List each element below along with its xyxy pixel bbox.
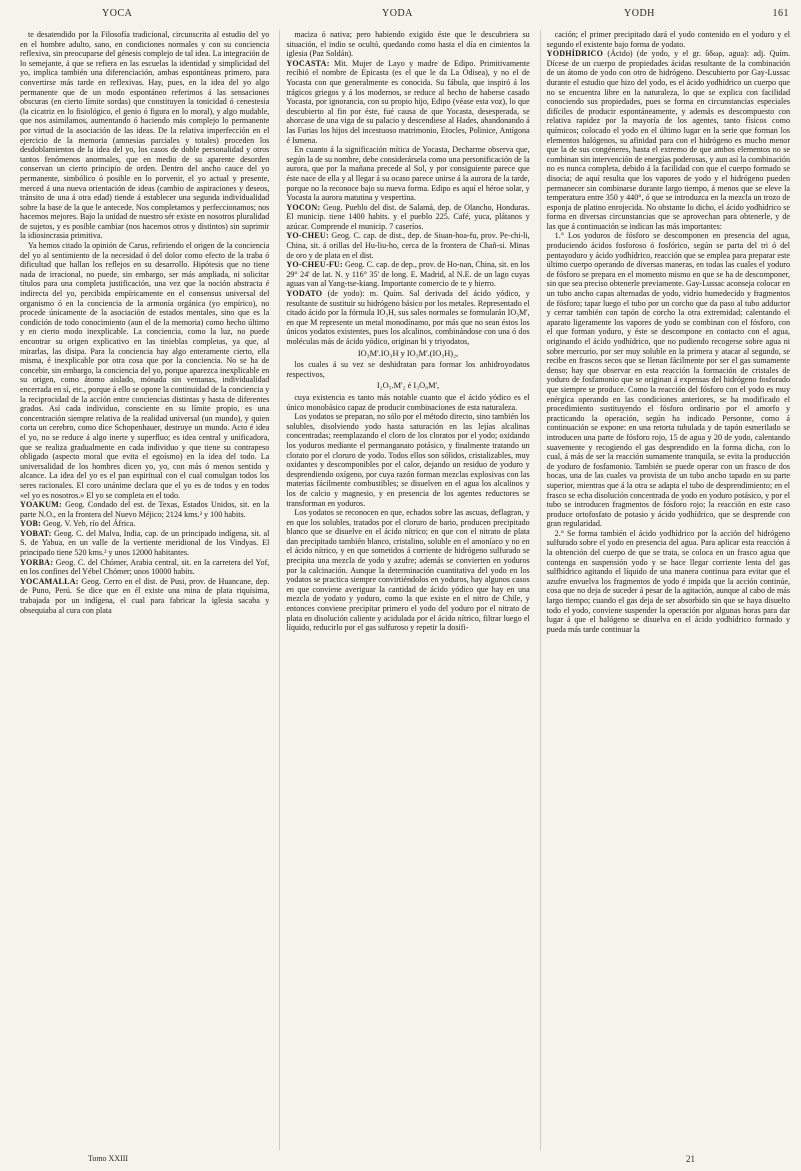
entry-text: Geog. C. cap. de dist., dep. de Siuan-hoa-fu, prov. Pe-chi-li, China, sit. á orillas del Hu-liu-ho, cerca de la frontera de Chañ-si. Minas de oro y de plata en el dist.: [286, 231, 530, 260]
body-paragraph: [286, 393, 529, 412]
entry-text: Ya hemos citado la opinión de Carus, refiriendo el origen de la conciencia del yo al sentimiento de la necesidad ó del dolor como efecto de la traba ó dificultad que hallan los reflejos en su desarrollo. Hipótesis que no tiene nada de irracional, no puede, sin embargo, ser más ampliada, ni solicitar títulos para una completa justificación, una vez que la noción abstracta é indirecta del yo, percibida empíricamente en el consensus universal del organismo ó en la conciencia de la armonía orgánica (yo empírico), no procede únicamente de la asociación de estados mentales, sino que es la condición de todo conocimiento (aun el de la memoria) como hecho último y en cierto modo inexplicable. La conciencia, como la luz, no puede encontrar su origen explicativo en las tinieblas completas, ya que, al mirarlas, las disipa. Para la conciencia hay algo enteramente cierto, ella misma, é inexplicable por otra cosa que por la conciencia. No se ha de concebir, sin embargo, la conciencia del yo, porque aparezca inexplicable en su origen, como átomo aislado, mónada sin ventanas, individualidad encerrada en sí, etc., porque á ello se opone la continuidad de la conciencia y la reciprocidad de la acción entre conciencias distintas y hasta de diferentes grados. Así cada individuo, consciente en su límite propio, es una concentración siempre relativa de la realidad universal (un mundo), y quien corta un cerebro, como dice Schopenhauer, destruye un mundo. Acto é idea el yo, no se reduce á algo inerte y superfluo; es idea central y unificadora, que se realiza gradualmente en cada individuo y que tiene su contrapeso obligado (aspecto moral que evita el egoísmo) en la idea del todo. La universalidad de los hombres dicen yo, yo, con más ó menos sentido y alcance. La idea del yo es el pan espiritual con el cual comulgan todos los seres racionales. El coro unánime declara que el yo es de todos y en todos «el yo es nosotros.» El yo se completa en el todo.: [20, 241, 270, 500]
entry-text: Geog. Condado del est. de Texas, Estados Unidos, sit. en la parte N.O., en la frontera del Nuevo Méjico; 2124 kms.² y 100 habits.: [20, 500, 270, 519]
entry-text: En cuanto á la significación mítica de Yocasta, Decharme observa que, según la de su nombre, debe considerársela como una personificación de la aurora, que por la mañana precede al Sol, y por consiguiente parece que éste nace de ella y al llegar á su ocaso parece unirse á la aurora de la tarde, porque no la reconoce bajo su nueva forma. Edipo es aquí el héroe solar, y Yocasta la aurora matutina y vespertina.: [286, 145, 530, 203]
dictionary-entry: [286, 203, 529, 232]
dictionary-entry: [20, 529, 269, 558]
entry-text: cuya existencia es tanto más notable cuanto que el ácido yódico es el único monobásico capaz de producir combinaciones de esta naturaleza.: [286, 392, 530, 412]
column-left: [20, 30, 269, 1150]
entry-text: Geog. C. del Chómer, Arabia central, sit. en la carretera del Yof, en los confines del Yébel Chómer; unos 10000 habits.: [20, 557, 270, 577]
column-middle: [279, 30, 529, 1150]
body-paragraph: [286, 145, 529, 203]
entry-text: te desatendido por la Filosofía tradicional, circunscrita al estudio del yo en el hombre adulto, sano, en condiciones normales y con su conciencia reflexiva, sin preocuparse del génesis complejo de tal idea. La integración de lo semejante, á que se refiera en las escuelas la identidad y simplicidad del yo, implica también una diferenciación, ambas espontáneas primero, para convertirse más tarde en reflexivas. Hay, pues, en la idea del yo algo permanente que de un modo espontáneo referimos á las sensaciones obscuras (en cierto límite sordas) que constituyen la tonicidad ó cenestesia (la cicatriz en lo fisiológico, el genio ó figura en lo moral), y algo mudable, que nos asimilamos, aumentando ó haciendo más complejo lo permanente por virtud de la asociación de las ideas. De la relativa imperfección en el ejercicio de la memoria (amnesias parciales y totales) proceden los desdoblamientos de la idea del yo, los casos de doble personalidad y otros tantos fenómenos anormales, que en medio de su aparente desorden conservan un cierto principio de orden. Dentro del ancho cauce del yo permanente, simbólico ó posible en lo porvenir, el yo actual y presente, merced á una nueva orientación de ideas (cambio de aspiraciones y deseos, tránsito de una á otra edad) tiende á establecer una segunda individualidad sobre la base de la que le antecede. Nos completamos y perfeccionamos; nos hacemos mejores. Bajo la unidad de nuestro sér existe en nosotros pluralidad de sujetos, y es posible cambiar (nos hacemos otros y distintos) sin suprimir la idiosincrasia primitiva.: [20, 30, 270, 241]
entry-text: Geog. Cerro en el dist. de Pusi, prov. de Huancane, dep. de Puno, Perú. Se dice que en él existe una mina de plata riquísima, trabajada por un indígena, el cual para fabricar la iglesia sacaba y obsequiaba al cura con plata: [20, 576, 270, 615]
entry-headword: YOCON:: [286, 202, 321, 212]
entry-headword: YO-CHEU-FU:: [286, 260, 343, 270]
entry-text: (de yodo): m. Quím. Sal derivada del ácido yódico, y resultante de sustituir su hidrógeno básico por los metales. Representado el citado ácido por la fórmula IO₃H, sus sales normales se formularán IO₃M', en que M represente un metal monodínamo, por más que no sean éstos los únicos yodatos existentes, pues los alcalinos, combinándose con una ó dos moléculas más de ácido yódico, originan bi y triyodatos,: [286, 289, 530, 346]
body-paragraph: [286, 508, 529, 633]
entry-text: cación; el primer precipitado dará el yodo contenido en el yoduro y el segundo el existente bajo forma de yodato.: [546, 30, 791, 49]
dictionary-entry: [547, 49, 790, 231]
signature-mark: 21: [686, 1154, 695, 1164]
dictionary-entry: [20, 577, 269, 615]
entry-text: Los yodatos se reconocen en que, echados sobre las ascuas, deflagran, y en que los solubles, tratados por el cloruro de bario, producen precipitado blanco que se disuelve en el ácido nítrico; en que con el nitrato de plata dan precipitado también blanco, cristalino, soluble en el amoníaco y no en el ácido nítrico, y en que sometidos á corriente de hidrógeno sulfurado se precipita una mezcla de yodo y azufre; además se convierten en yoduros por la calcinación. Aunque la determinación cuantitativa del yodo en los yodatos se practica siempre convirtiéndolos en yoduros, hay algunos casos en que conviene averiguar la cantidad de ácido yódico que hay en una mezcla de yodato y yoduro, como la que existe en el nitro de Chile, y entonces conviene precipitar primero el yodo del yoduro por el nitrato de plata en disolución caliente y acidulada por el ácido nítrico, filtrar luego el líquido, reducirlo por el gas sulfuroso y repetir la dosifi-: [286, 508, 530, 633]
entry-text: Geog. C. cap. de dep., prov. de Ho-nan, China, sit. en los 29° 24' de lat. N. y 116° 35' de long. E. Madrid, al N.E. de un lago cuyas aguas van al Yang-tse-kiang. Importante comercio de te y hierro.: [286, 260, 530, 289]
chemical-formula: I₂O₅.M'₂ é I₃O₈M',: [376, 381, 440, 391]
running-head-center: YODA: [382, 8, 413, 19]
entry-text: Geog. V. Yeb, río del África.: [41, 519, 136, 529]
entry-text: (Ácido) (de yodo, y el gr. ὕδωρ, agua): adj. Quím. Dícese de un cuerpo de propiedades ácidas resultante de la combinación de un átomo de yodo con otro de hidrógeno. Descubierto por Gay-Lussac durante el estudio que hizo del yodo, es el ácido yodhídrico un cuerpo que no se encuentra libre en la naturaleza, lo que se explica con facilidad conociendo sus propiedades, pues se forma en circunstancias especiales difíciles de producir espontáneamente, y además es descompuesto con relativa rapidez por la mayoría de los agentes, tanto físicos como químicos; colocado el yodo en el último lugar en la serie que forman los elementos halógenos, su afinidad para con el hidrógeno es mucho menor que la de sus congéneres, hasta el extremo de que ambos elementos no se combinan sin intervención de energías poderosas, y aun así la combinación no es nunca completa, debido á la facilidad con que el cuerpo formado se disocia; de aquí resulta que los vapores de yodo y el hidrógeno pueden permanecer sin combinarse durante largo tiempo, á menos que se eleve la temperatura entre 350 y 440°, ó que se introduzca en la mezcla un trozo de esponja de platino enrojecida. No obstante lo dicho, el ácido yodhídrico se forma en diversas circunstancias que se aprovechan para obtenerle, y de las que á continuación se indican las más importantes:: [546, 49, 791, 231]
entry-headword: YOAKUM:: [20, 500, 62, 510]
dictionary-entry: [20, 558, 269, 577]
body-paragraph: [547, 231, 790, 528]
dictionary-entry: [20, 519, 269, 529]
dictionary-entry: [286, 231, 529, 260]
body-paragraph: [20, 30, 269, 241]
chemical-formula: IO₃M'.IO₃H y IO₃M'.(IO₃H)₂,: [357, 348, 459, 358]
text-columns: [20, 30, 790, 1150]
entry-headword: YODHÍDRICO: [546, 49, 604, 59]
body-paragraph: [286, 412, 529, 508]
running-head-left: YOCA: [102, 8, 133, 19]
entry-text: 1.° Los yoduros de fósforo se descomponen en presencia del agua, produciendo ácidos fosforoso ó fosfórico, según se parta del tri ó del pentayoduro y ácido yodhídrico, reacción que se emplea para preparar este último cuerpo operando de diversas maneras, en todas las cuales el yoduro de fósforo se prepara en el momento mismo en que se ha de descomponer, sin que sea preciso obtenerle previamente. Gay-Lussac aconseja colocar en un tubo ancho capas alternadas de yodo, vidrio humedecido y fragmentos de fósforo; tapar luego el tubo por un corcho que da paso al tubo adductor y cerrar también con tapón de corcho la otra extremidad; calentando el aparato ligeramente los vapores de yodo se combinan con el fósforo, con el que forman yoduro, y éste se descompone en contacto con el agua, originando el ácido yodhídrico, que no pudiendo recogerse sobre agua ni sobre mercurio, por ser muy soluble en la primera y atacar al segundo, se recibe en frascos secos que se llenan fácilmente por ser el gas sumamente denso; hay que observar en esta reacción la formación de cristales de yoduro de fosfamonio que se originan á expensas del hidrógeno fosforado que siempre se produce. Como la reacción del fósforo con el yodo es muy enérgica operando en las condiciones anteriores, se ha modificado el procedimiento sustituyendo el fósforo ordinario por el amorfo y practicando la operación, según ha indicado Personne, como á continuación se expone: en una retorta tubulada y de tapón esmerilado se introducen una parte de fósforo rojo, 15 de agua y 20 de yodo, calentando suavemente y recogiendo el gas desprendido en la forma dicha, con lo cual, á más de ser la reacción sumamente tranquila, se evita la producción de yoduro de fosfamonio. También se puede operar con un frasco de dos bocas, una de las cuales va provista de un tubo ancho tapado en su parte superior, mientras que á la otra se adapta el tubo de desprendimiento; en el frasco se echa disolución concentrada de yodo en yoduro potásico, y por el tubo se introducen fragmentos de fósforo rojo; la reacción en este caso produce ortofosfato de potasio y ácido yodhídrico, que se desprende con gran regularidad.: [546, 231, 791, 529]
column-right: [540, 30, 790, 1150]
entry-text: Los yodatos se preparan, no sólo por el método directo, sino también los solubles, disolviendo yodo hasta saturación en las lejías alcalinas concentradas; reemplazando el cloro de los cloratos por el yodo; oxidando los yoduros mediante el permanganato potásico, y finalmente tratando un clorato por el cloruro de yodo. Todos ellos son sólidos, cristalizables, muy oxidantes y descomponibles por el calor, dejando un residuo de yoduro y desprendiendo oxígeno, por cuya razón forman mezclas explosivas con las materias fácilmente combustibles; se disuelven en el agua los alcalinos y los de calcio y magnesio, y en presencia de los agentes reductores se transforman en yoduros.: [286, 412, 530, 508]
entry-headword: YOB:: [20, 519, 42, 529]
entry-headword: YO-CHEU:: [286, 231, 329, 241]
entry-headword: YODATO: [286, 289, 323, 299]
page-number: 161: [772, 8, 789, 19]
entry-text: Geog. C. del Malva, India, cap. de un principado indígena, sit. al S. de Yabua, en un valle de la vertiente meridional de los Vindyas. El principado tiene 520 kms.² y unos 12000 habitantes.: [20, 528, 270, 558]
dictionary-entry: [286, 59, 529, 145]
entry-headword: YORBA:: [20, 557, 54, 567]
entry-headword: YOCAMALLA:: [20, 576, 79, 586]
body-paragraph: [547, 30, 790, 49]
entry-headword: YOBAT:: [20, 528, 52, 538]
body-paragraph: [20, 241, 269, 500]
entry-headword: YOCASTA:: [286, 58, 330, 68]
dictionary-entry: [286, 260, 529, 289]
entry-text: maciza ó nativa; pero habiendo exigido éste que le descubriera su situación, el indio se ocultó, quedando como hasta el día en cimientos la iglesia (Paz Soldán).: [286, 30, 530, 59]
body-paragraph: [286, 30, 529, 59]
entry-text: Mit. Mujer de Layo y madre de Edipo. Primitivamente recibió el nombre de Epicasta (es el que le da La Odisea), y no el de Yocasta con que generalmente es conocida. Su fábula, que inspiró á los trágicos griegos y á los modernos, se reduce al hecho de haberse casado Yocasta, por ignorancia, con su propio hijo, Edipo (véase esta voz), lo que descubierto al fin por éste, fué causa de que Yocasta, desesperada, se ahorcase de una viga de su palacio y descendiese al Hades, abandonando á las Furias los hijos del incestuoso matrimonio, Etocles, Polinice, Antígona é Ismena.: [286, 58, 530, 145]
volume-label: Tomo XXIII: [88, 1154, 129, 1163]
body-paragraph: [547, 529, 790, 635]
dictionary-entry: [20, 500, 269, 519]
dictionary-entry: [286, 289, 529, 347]
running-head-right: YODH: [624, 8, 655, 19]
running-head: [18, 8, 789, 24]
entry-text: Geog. Pueblo del dist. de Salamá, dep. de Olancho, Honduras. El municip. tiene 1400 habits. y el pueblo 225. Café, yuca, plátanos y azúcar. Comprende el municip. 7 caseríos.: [286, 202, 530, 231]
entry-text: los cuales á su vez se deshidratan para formar los anhidroyodatos respectivos,: [286, 360, 530, 379]
body-paragraph: [286, 360, 529, 379]
entry-text: 2.° Se forma también el ácido yodhídrico por la acción del hidrógeno sulfurado sobre el yodo en presencia del agua. Para aplicar esta reacción á la obtención del cuerpo de que se trata, se coloca en un frasco agua que contenga en suspensión yodo y se hace llegar corriente lenta del gas sulfhídrico agitando el líquido de una manera continua para evitar que el azufre envuelva los fragmentos de yodo é impida que la acción continúe, cosa que no deja de suceder á pesar de la agitación, aunque al cabo de más largo tiempo; cuando el gas deja de ser absorbido sin que se haya disuelto todo el yodo, conviene suspender la operación por algunas horas para dar lugar á que el halógeno se disuelva en el ácido yodhídrico formado y pueda más tarde continuar la: [546, 528, 791, 634]
